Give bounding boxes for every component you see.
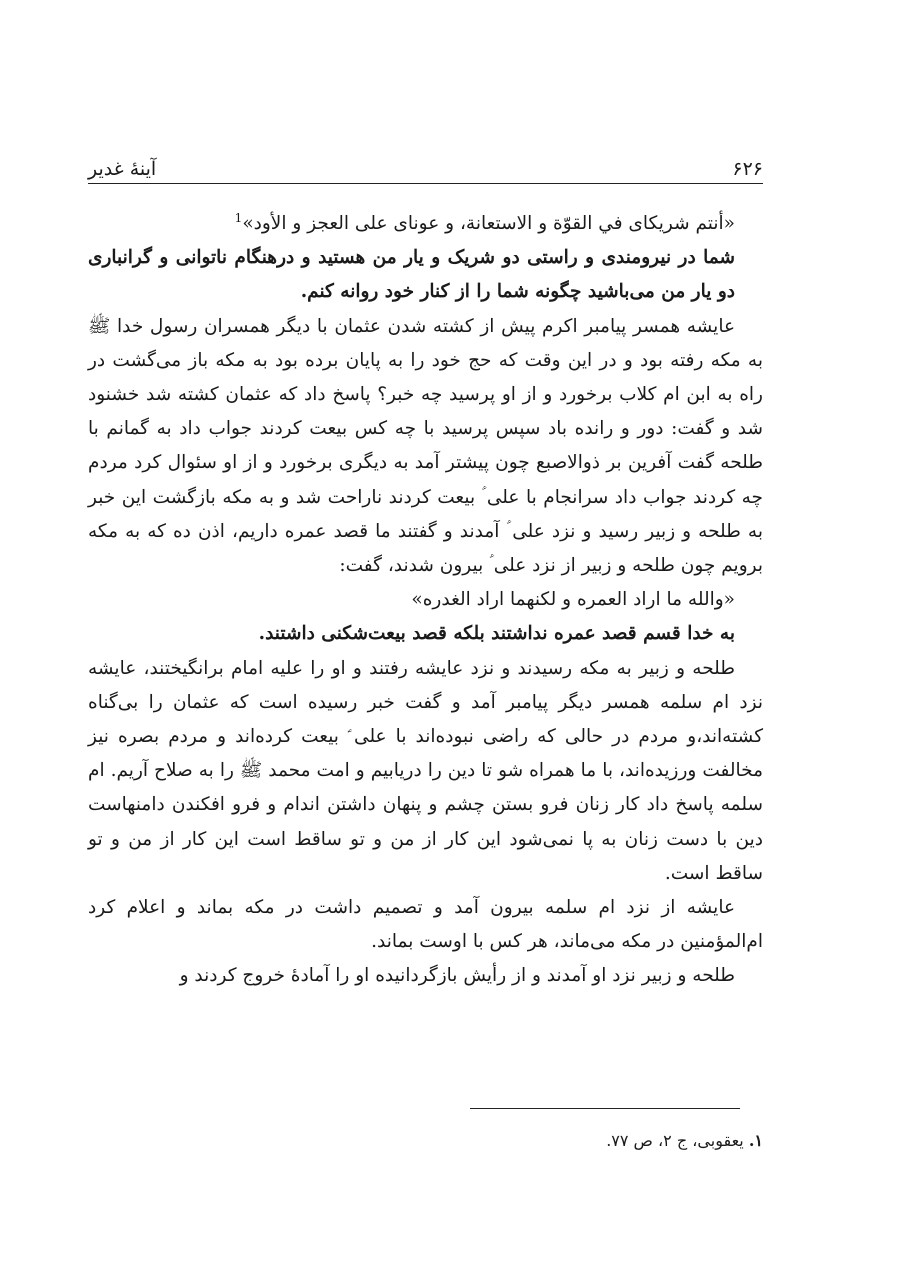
footnote <box>88 1128 763 1154</box>
main-text <box>88 207 763 994</box>
footnote-text: یعقوبی، ج ۲، ص ۷۷. <box>606 1131 744 1150</box>
header-rule <box>88 183 763 184</box>
translation-2: به خدا قسم قصد عمره نداشتند بلکه قصد بیعت‌شکنی داشتند. <box>258 623 735 645</box>
paragraph-3: عایشه از نزد ام سلمه بیرون آمد و تصمیم داشت در مکه بماند و اعلام کرد ام‌المؤمنین در مکه می‌ماند، هر کس با اوست بماند. <box>88 897 763 953</box>
arabic-quote-1 <box>88 207 763 241</box>
paragraph-1: عایشه همسر پیامبر اکرم پیش از کشته شدن عثمان با دیگر همسران رسول خدا ﷺ به مکه رفته بود و در این وقت که حج خود را به پایان برده بود به مکه باز می‌گشت در راه به ابن ام کلاب برخورد و از او پرسید چه خبر؟ پاسخ داد که عثمان کشته شد خشنود شد و گفت: دور و رانده باد سپس پرسید با چه کس بیعت کردند جواب داد به گمانم با طلحه گفت آفرین بر ذوالاصبع چون پیشتر آمد به دیگری برخورد و از او سئوال کرد مردم چه کردند جواب داد سرانجام با علی ؑ بیعت کردند ناراحت شد و به مکه بازگشت این خبر به طلحه و زبیر رسید و نزد علی ؑ آمدند و گفتند ما قصد عمره داریم، اذن ده که به مکه برویم چون طلحه و زبیر از نزد علی ؑ بیرون شدند، گفت: <box>88 315 763 577</box>
page-number: ۶۲۶ <box>732 158 763 180</box>
footnote-marker: 1 <box>234 210 243 225</box>
translation-1: شما در نیرومندی و راستی دو شریک و یار من هستید و درهنگام ناتوانی و گرانباری دو یار من می‌باشید چگونه شما را از کنار خود روانه کنم. <box>88 247 735 303</box>
page-header <box>88 150 763 180</box>
arabic-quote-2: «والله ما اراد العمره و لکنهما اراد الغدره» <box>411 589 735 611</box>
footnote-number: ۱. <box>748 1131 763 1150</box>
arabic-quote-1-text: «أنتم شریکای في القوّة و الاستعانة، و عونای علی العجز و الأود» <box>242 213 735 234</box>
footnote-rule <box>470 1108 740 1109</box>
paragraph-4: طلحه و زبیر نزد او آمدند و از رأیش بازگردانیده او را آمادهٔ خروج کردند و <box>179 965 735 987</box>
book-title: آینهٔ غدیر <box>88 158 157 180</box>
paragraph-2: طلحه و زبیر به مکه رسیدند و نزد عایشه رفتند و او را علیه امام برانگیختند، عایشه نزد ام سلمه همسر دیگر پیامبر آمد و گفت خبر رسیده است که عثمان را بی‌گناه کشته‌اند،و مردم در حالی که راضی نبوده‌اند با علی ؑ بیعت کرده‌اند و مردم بصره نیز مخالفت ورزیده‌اند، با ما همراه شو تا دین را دریابیم و امت محمد ﷺ را به صلاح آریم. ام سلمه پاسخ داد کار زنان فرو بستن چشم و پنهان داشتن اندام و فرو افکندن دامنهاست دین با دست زنان به پا نمی‌شود این کار از من و تو ساقط است این کار از من و تو ساقط است. <box>88 657 763 884</box>
